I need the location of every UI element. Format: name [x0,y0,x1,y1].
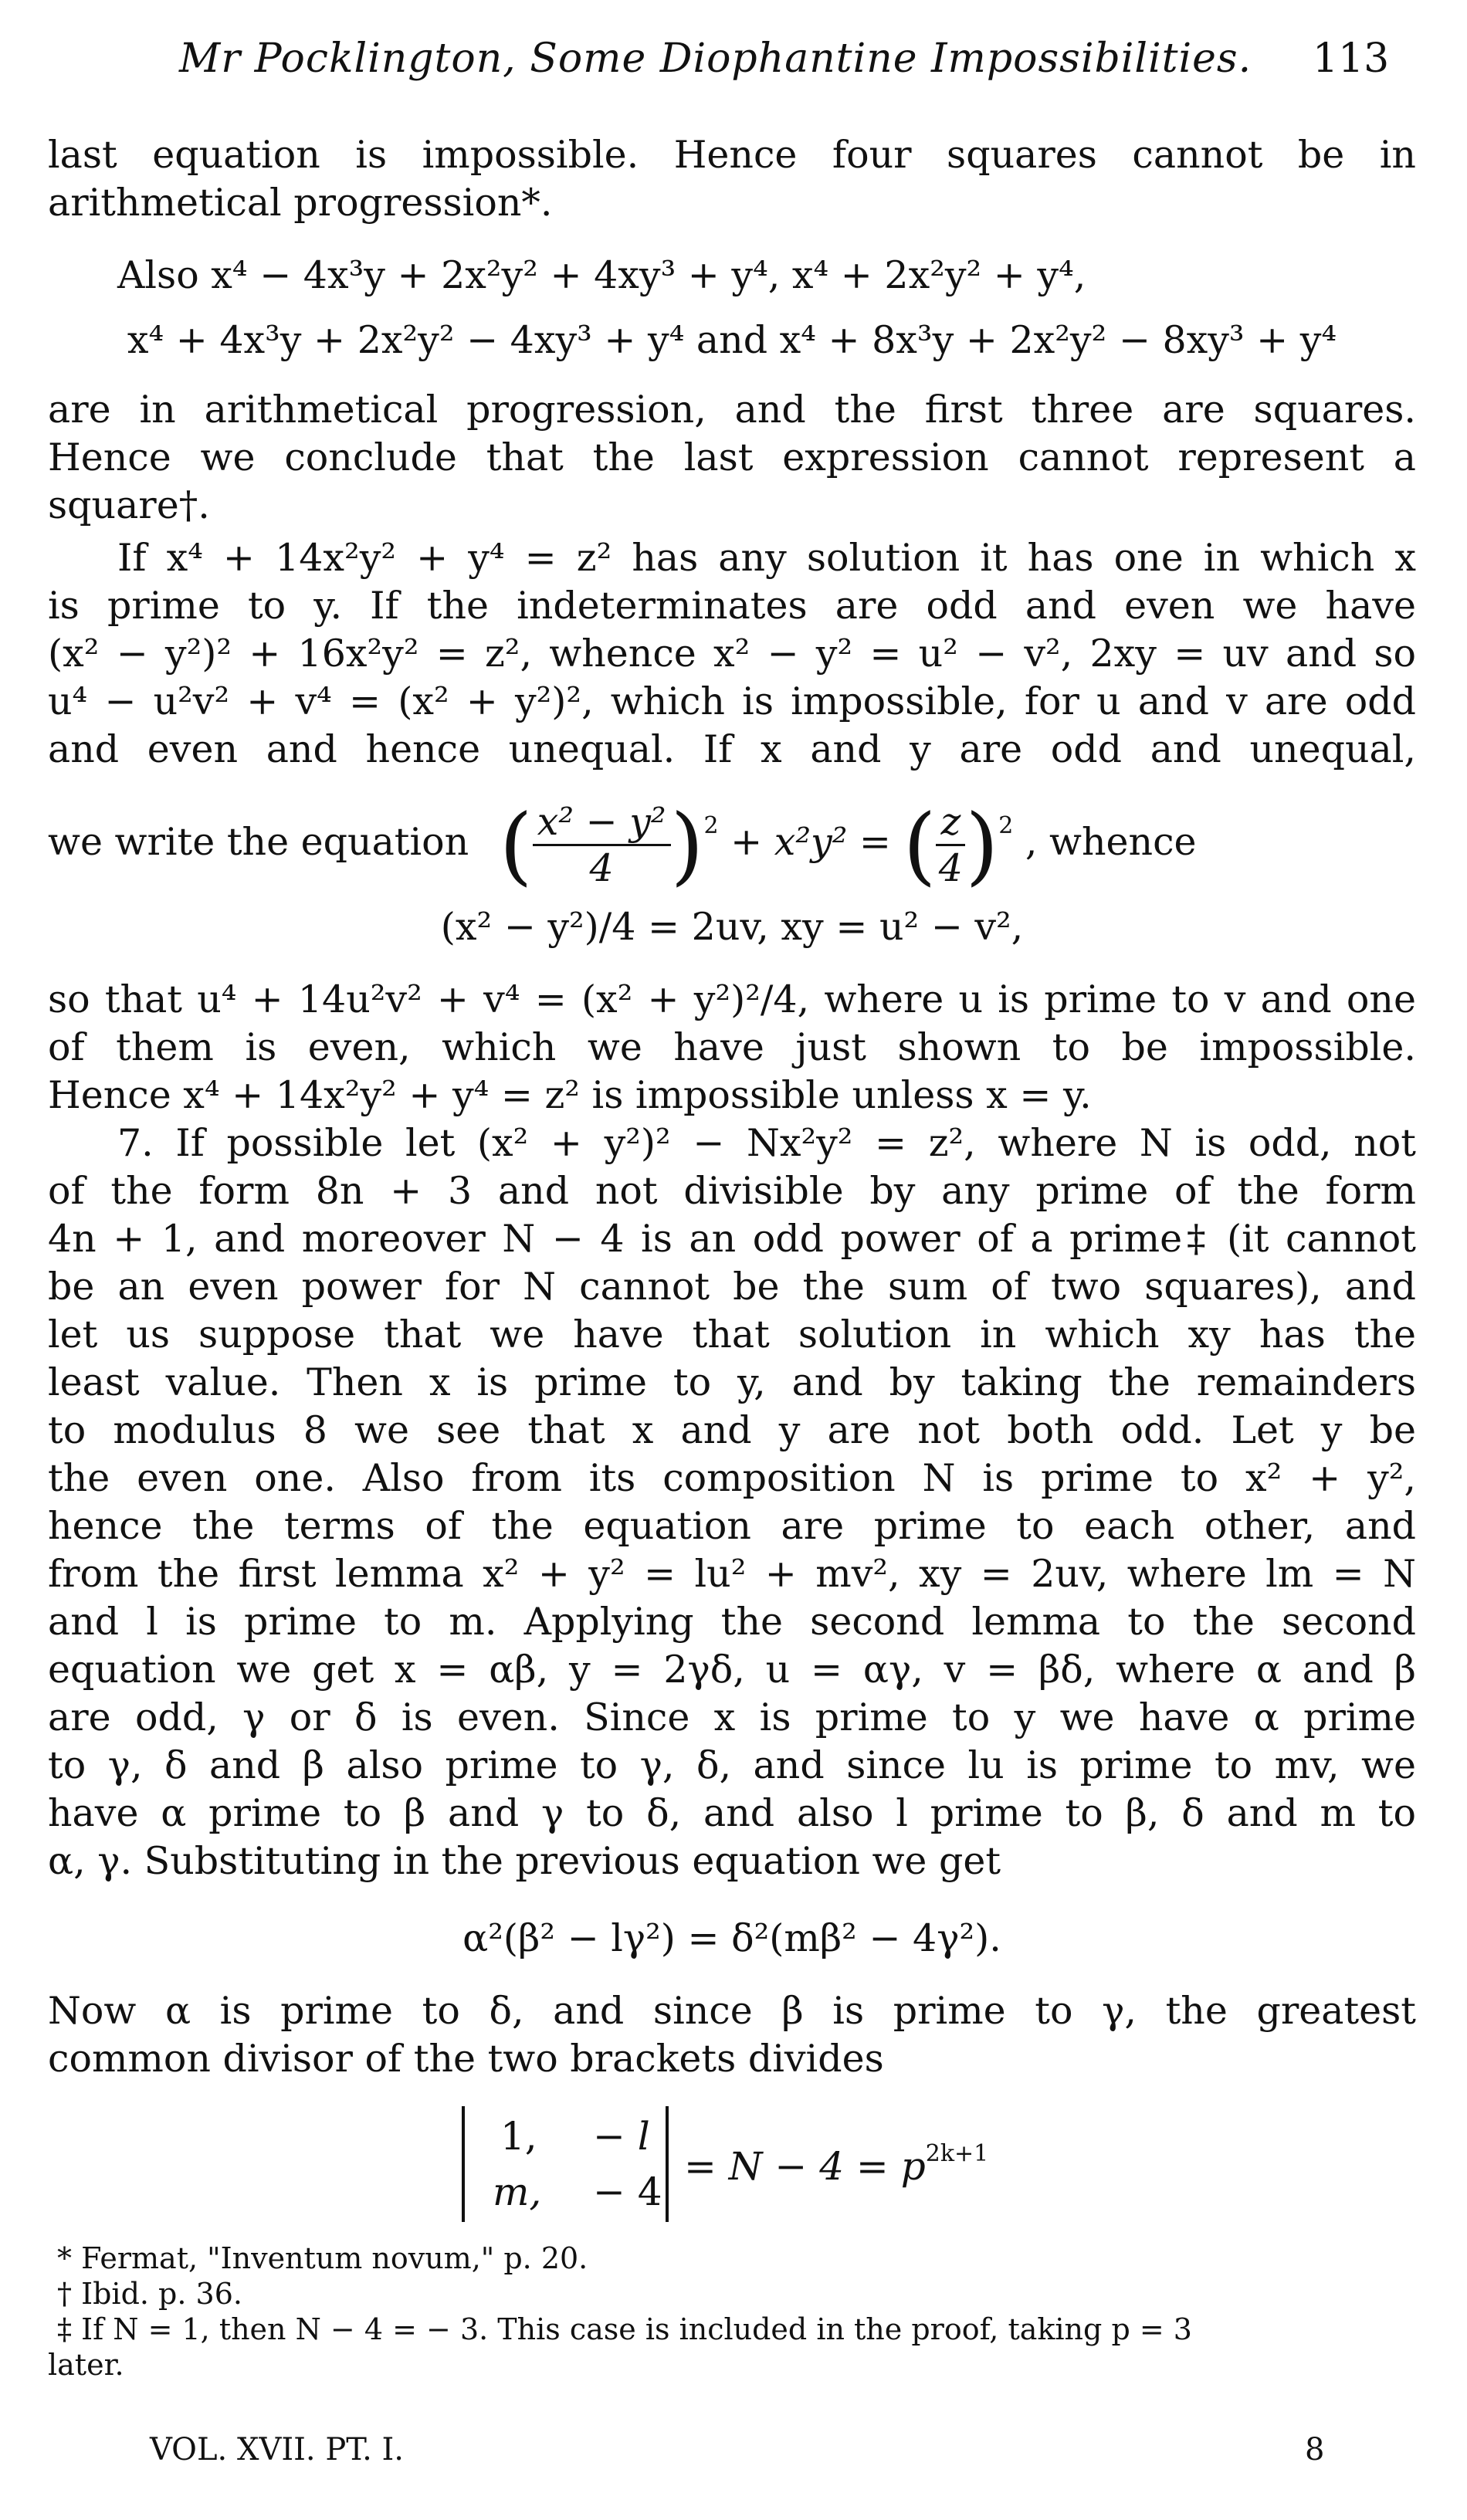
text-line: least value. Then x is prime to y, and by taking the remainders [48,1360,1416,1404]
exponent: 2 [703,812,719,839]
text-line: If x⁴ + 14x²y² + y⁴ = z² has any solution it has one in which x [117,536,1416,580]
text-line: u⁴ − u²v² + v⁴ = (x² + y²)², which is impossible, for u and v are odd [48,679,1416,723]
text-line: (x² − y²)² + 16x²y² = z², whence x² − y² = u² − v², 2xy = uv and so [48,632,1416,676]
footnote: ‡ If N = 1, then N − 4 = − 3. This case is included in the proof, taking p = 3 [57,2312,1192,2346]
right-paren: ) [965,795,999,895]
determinant [462,2106,1018,2222]
equation-line: α²(β² − lγ²) = δ²(mβ² − 4γ²). [462,1916,1001,1960]
text-line: to γ, δ and β also prime to γ, δ, and since lu is prime to mv, we [48,1743,1416,1787]
inline-equation [499,795,1025,895]
fraction [533,800,671,890]
determinant-left-bar [462,2106,465,2222]
text-line: the even one. Also from its composition N is prime to x² + y², [48,1456,1416,1500]
signature-mark: 8 [1305,2432,1325,2468]
determinant-cell: − l [593,2114,650,2159]
fraction [936,800,965,890]
inline-equation-line [48,772,1416,895]
text-line: of them is even, which we have just shown to be impossible. [48,1025,1416,1069]
fraction-numerator: z [936,803,965,846]
running-title: Mr Pocklington, Some Diophantine Impossibilities. [179,36,1252,82]
footnote: † Ibid. p. 36. [57,2277,242,2311]
text-line: be an even power for N cannot be the sum of two squares), and [48,1265,1416,1309]
text-line: to modulus 8 we see that x and y are not both odd. Let y be [48,1408,1416,1452]
equation-middle: + x²y² = [730,820,891,864]
fraction-denominator: 4 [589,846,614,890]
determinant-cell: 1, [500,2114,537,2159]
text-line: last equation is impossible. Hence four squares cannot be in [48,133,1416,177]
text-line: common divisor of the two brackets divides [48,2037,884,2081]
text-line: Now α is prime to δ, and since β is prime to γ, the greatest [48,1989,1416,2033]
determinant-cell: m, [493,2169,542,2214]
text-line: is prime to y. If the indeterminates are odd and even we have [48,584,1416,628]
text-line: α, γ. Substituting in the previous equation we get [48,1839,1001,1883]
determinant-cell: − 4 [593,2169,662,2214]
equation-line: x⁴ + 4x³y + 2x²y² − 4xy³ + y⁴ and x⁴ + 8x³y + 2x²y² − 8xy³ + y⁴ [127,318,1337,362]
text-line: so that u⁴ + 14u²v² + v⁴ = (x² + y²)²/4, where u is prime to v and one [48,977,1416,1021]
text-line: and l is prime to m. Applying the second lemma to the second [48,1600,1416,1644]
footnote-continuation: later. [48,2348,124,2382]
text-line: have α prime to β and γ to δ, and also l prime to β, δ and m to [48,1791,1416,1835]
left-paren: ( [903,795,937,895]
volume-marker: VOL. XVII. PT. I. [150,2432,405,2468]
determinant-rhs-text: = N − 4 = p [684,2144,926,2189]
text-line: are odd, γ or δ is even. Since x is prime to y we have α prime [48,1695,1416,1739]
page-number: 113 [1313,36,1390,82]
text-line: of the form 8n + 3 and not divisible by any prime of the form [48,1169,1416,1213]
text-line: and even and hence unequal. If x and y are odd and unequal, [48,727,1416,771]
equation-lead-text: we write the equation [48,820,469,864]
fraction-numerator: x² − y² [533,803,671,846]
text-line: square†. [48,483,210,527]
text-line: arithmetical progression*. [48,181,553,225]
text-line: equation we get x = αβ, y = 2γδ, u = αγ, v = βδ, where α and β [48,1648,1416,1692]
footnote: * Fermat, "Inventum novum," p. 20. [57,2241,588,2275]
equation-line: (x² − y²)/4 = 2uv, xy = u² − v², [440,905,1024,949]
text-line: are in arithmetical progression, and the first three are squares. [48,388,1416,432]
determinant-right-bar [666,2106,669,2222]
fraction-denominator: 4 [938,846,963,890]
text-line: Hence x⁴ + 14x²y² + y⁴ = z² is impossible unless x = y. [48,1073,1092,1117]
text-line: 4n + 1, and moreover N − 4 is an odd power of a prime‡ (it cannot [48,1217,1416,1261]
text-line: Hence we conclude that the last expression cannot represent a [48,435,1416,479]
right-paren: ) [670,795,704,895]
equation-trail-text: , whence [1025,820,1197,864]
text-line: from the first lemma x² + y² = lu² + mv², xy = 2uv, where lm = N [48,1552,1416,1596]
text-line: hence the terms of the equation are prime to each other, and [48,1504,1416,1548]
equation-line: Also x⁴ − 4x³y + 2x²y² + 4xy³ + y⁴, x⁴ + 2x²y² + y⁴, [117,253,1086,297]
text-line: let us suppose that we have that solution in which xy has the [48,1312,1416,1357]
running-header [0,36,1467,90]
section-line: 7. If possible let (x² + y²)² − Nx²y² = z², where N is odd, not [117,1121,1416,1165]
exponent: 2 [998,812,1014,839]
determinant-rhs [684,2140,988,2189]
determinant-rhs-exponent: 2k+1 [925,2140,989,2167]
left-paren: ( [499,795,533,895]
